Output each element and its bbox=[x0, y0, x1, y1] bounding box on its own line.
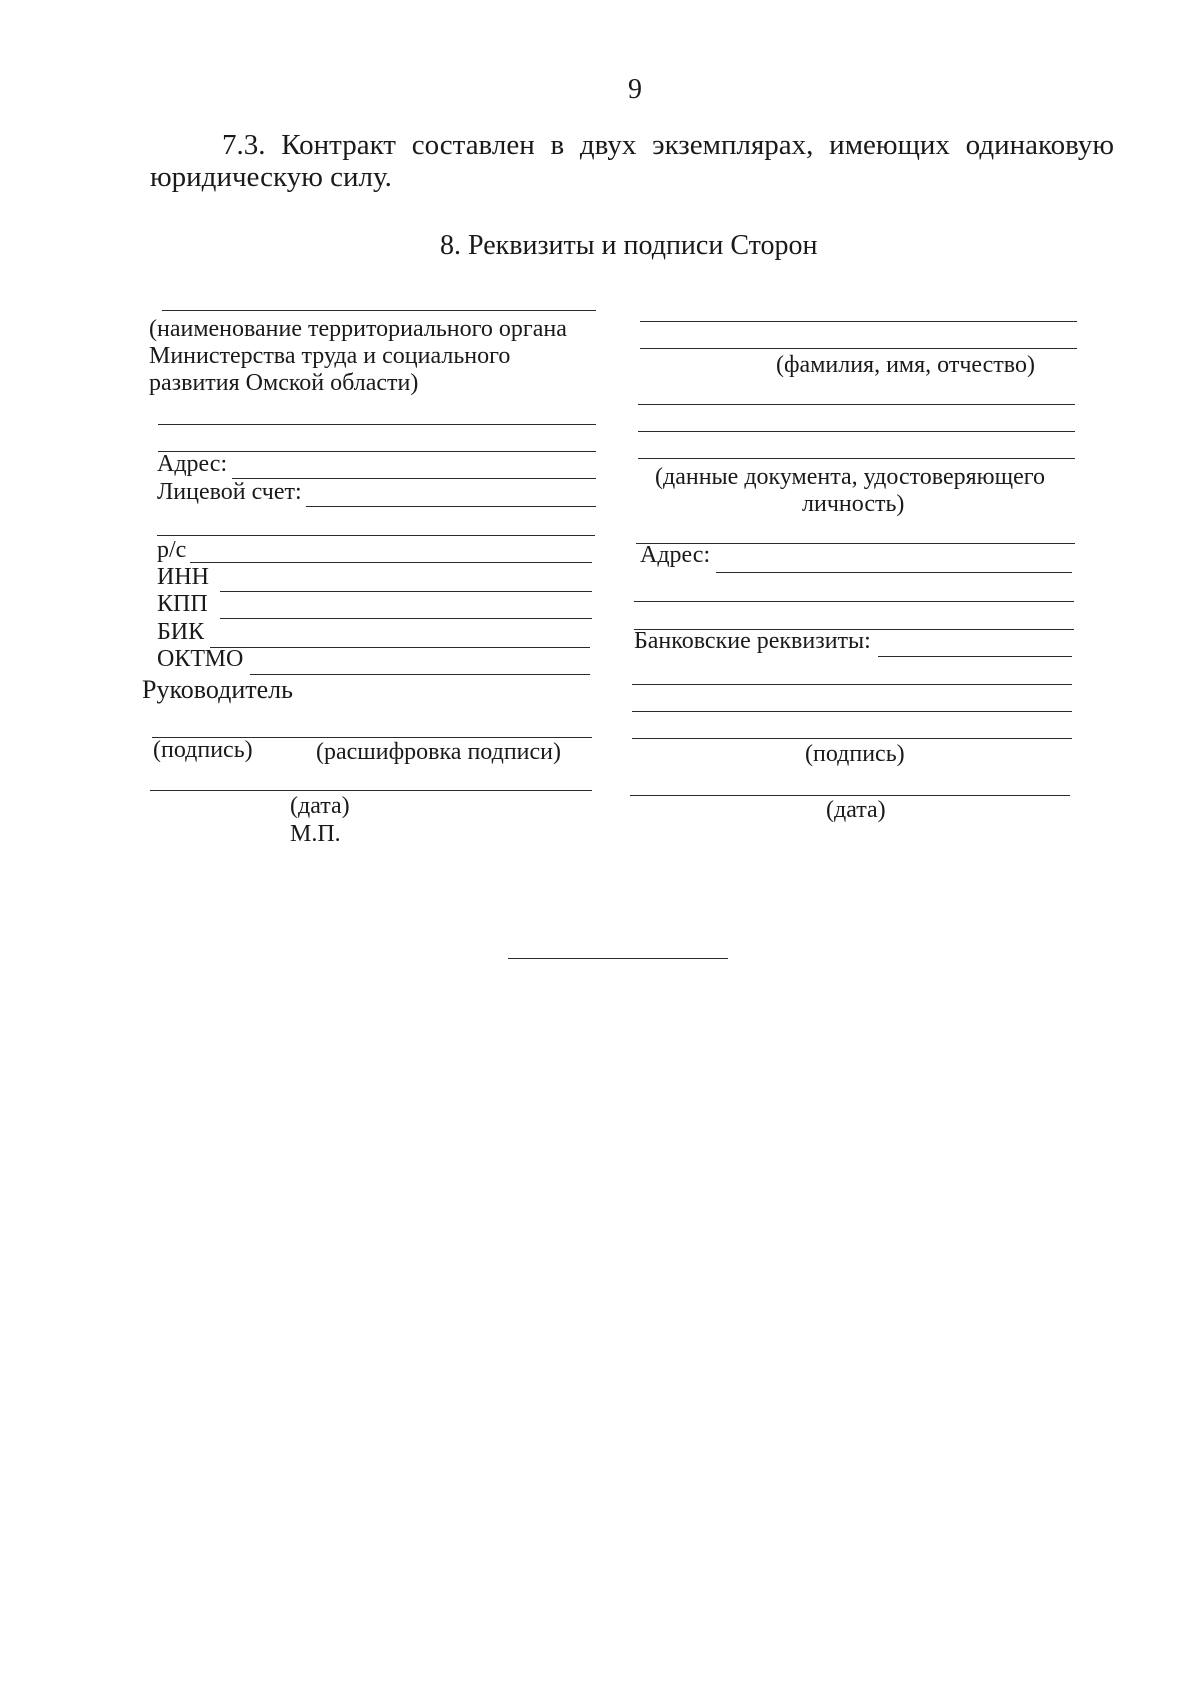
bank-label: Банковские реквизиты: bbox=[634, 628, 871, 654]
kpp-line bbox=[220, 618, 592, 619]
bank-line bbox=[878, 656, 1072, 657]
right-blank-line bbox=[638, 404, 1075, 405]
right-date-caption: (дата) bbox=[826, 797, 886, 823]
head-label: Руководитель bbox=[142, 675, 293, 704]
right-blank-line bbox=[638, 431, 1075, 432]
bik-line bbox=[210, 647, 590, 648]
org-caption-line-1: (наименование территориального органа bbox=[149, 316, 567, 342]
clause-7-3-line-1: 7.3. Контракт составлен в двух экземплярах, имеющих одинаковую bbox=[222, 129, 1114, 161]
left-blank-line bbox=[158, 424, 596, 425]
right-signature-caption: (подпись) bbox=[805, 741, 905, 767]
right-address-label: Адрес: bbox=[640, 542, 711, 568]
right-blank-line bbox=[632, 711, 1072, 712]
org-caption-line-2: Министерства труда и социального bbox=[149, 343, 511, 369]
id-caption-line-2: личность) bbox=[802, 491, 905, 517]
clause-7-3-line-2: юридическую силу. bbox=[150, 161, 392, 193]
rs-line bbox=[190, 562, 592, 563]
kpp-label: КПП bbox=[157, 591, 208, 617]
oktmo-label: ОКТМО bbox=[157, 646, 244, 672]
org-name-line bbox=[162, 310, 596, 311]
right-name-line bbox=[640, 348, 1077, 349]
rs-label: р/с bbox=[157, 537, 187, 563]
fio-caption: (фамилия, имя, отчество) bbox=[776, 352, 1035, 378]
oktmo-line bbox=[250, 674, 590, 675]
right-blank-line bbox=[632, 684, 1072, 685]
right-date-line bbox=[630, 795, 1070, 796]
right-blank-line bbox=[638, 458, 1075, 459]
right-blank-line bbox=[634, 601, 1074, 602]
id-caption-line-1: (данные документа, удостоверяющего bbox=[655, 464, 1045, 490]
left-date-caption: (дата) bbox=[290, 793, 350, 819]
signature-decode-caption: (расшифровка подписи) bbox=[316, 739, 561, 765]
left-date-line bbox=[150, 790, 592, 791]
bik-label: БИК bbox=[157, 619, 205, 645]
account-label: Лицевой счет: bbox=[157, 479, 302, 505]
right-address-line bbox=[716, 572, 1072, 573]
section-title: 8. Реквизиты и подписи Сторон bbox=[440, 230, 818, 261]
right-name-line bbox=[640, 321, 1077, 322]
closing-separator-line bbox=[508, 958, 728, 959]
left-signature-caption: (подпись) bbox=[153, 737, 253, 763]
right-signature-line bbox=[632, 738, 1072, 739]
left-blank-line bbox=[157, 535, 595, 536]
left-address-label: Адрес: bbox=[157, 451, 228, 477]
account-line bbox=[306, 506, 596, 507]
stamp-caption: М.П. bbox=[290, 821, 341, 847]
inn-line bbox=[220, 591, 592, 592]
page-number: 9 bbox=[628, 74, 642, 105]
inn-label: ИНН bbox=[157, 564, 209, 590]
org-caption-line-3: развития Омской области) bbox=[149, 370, 419, 396]
